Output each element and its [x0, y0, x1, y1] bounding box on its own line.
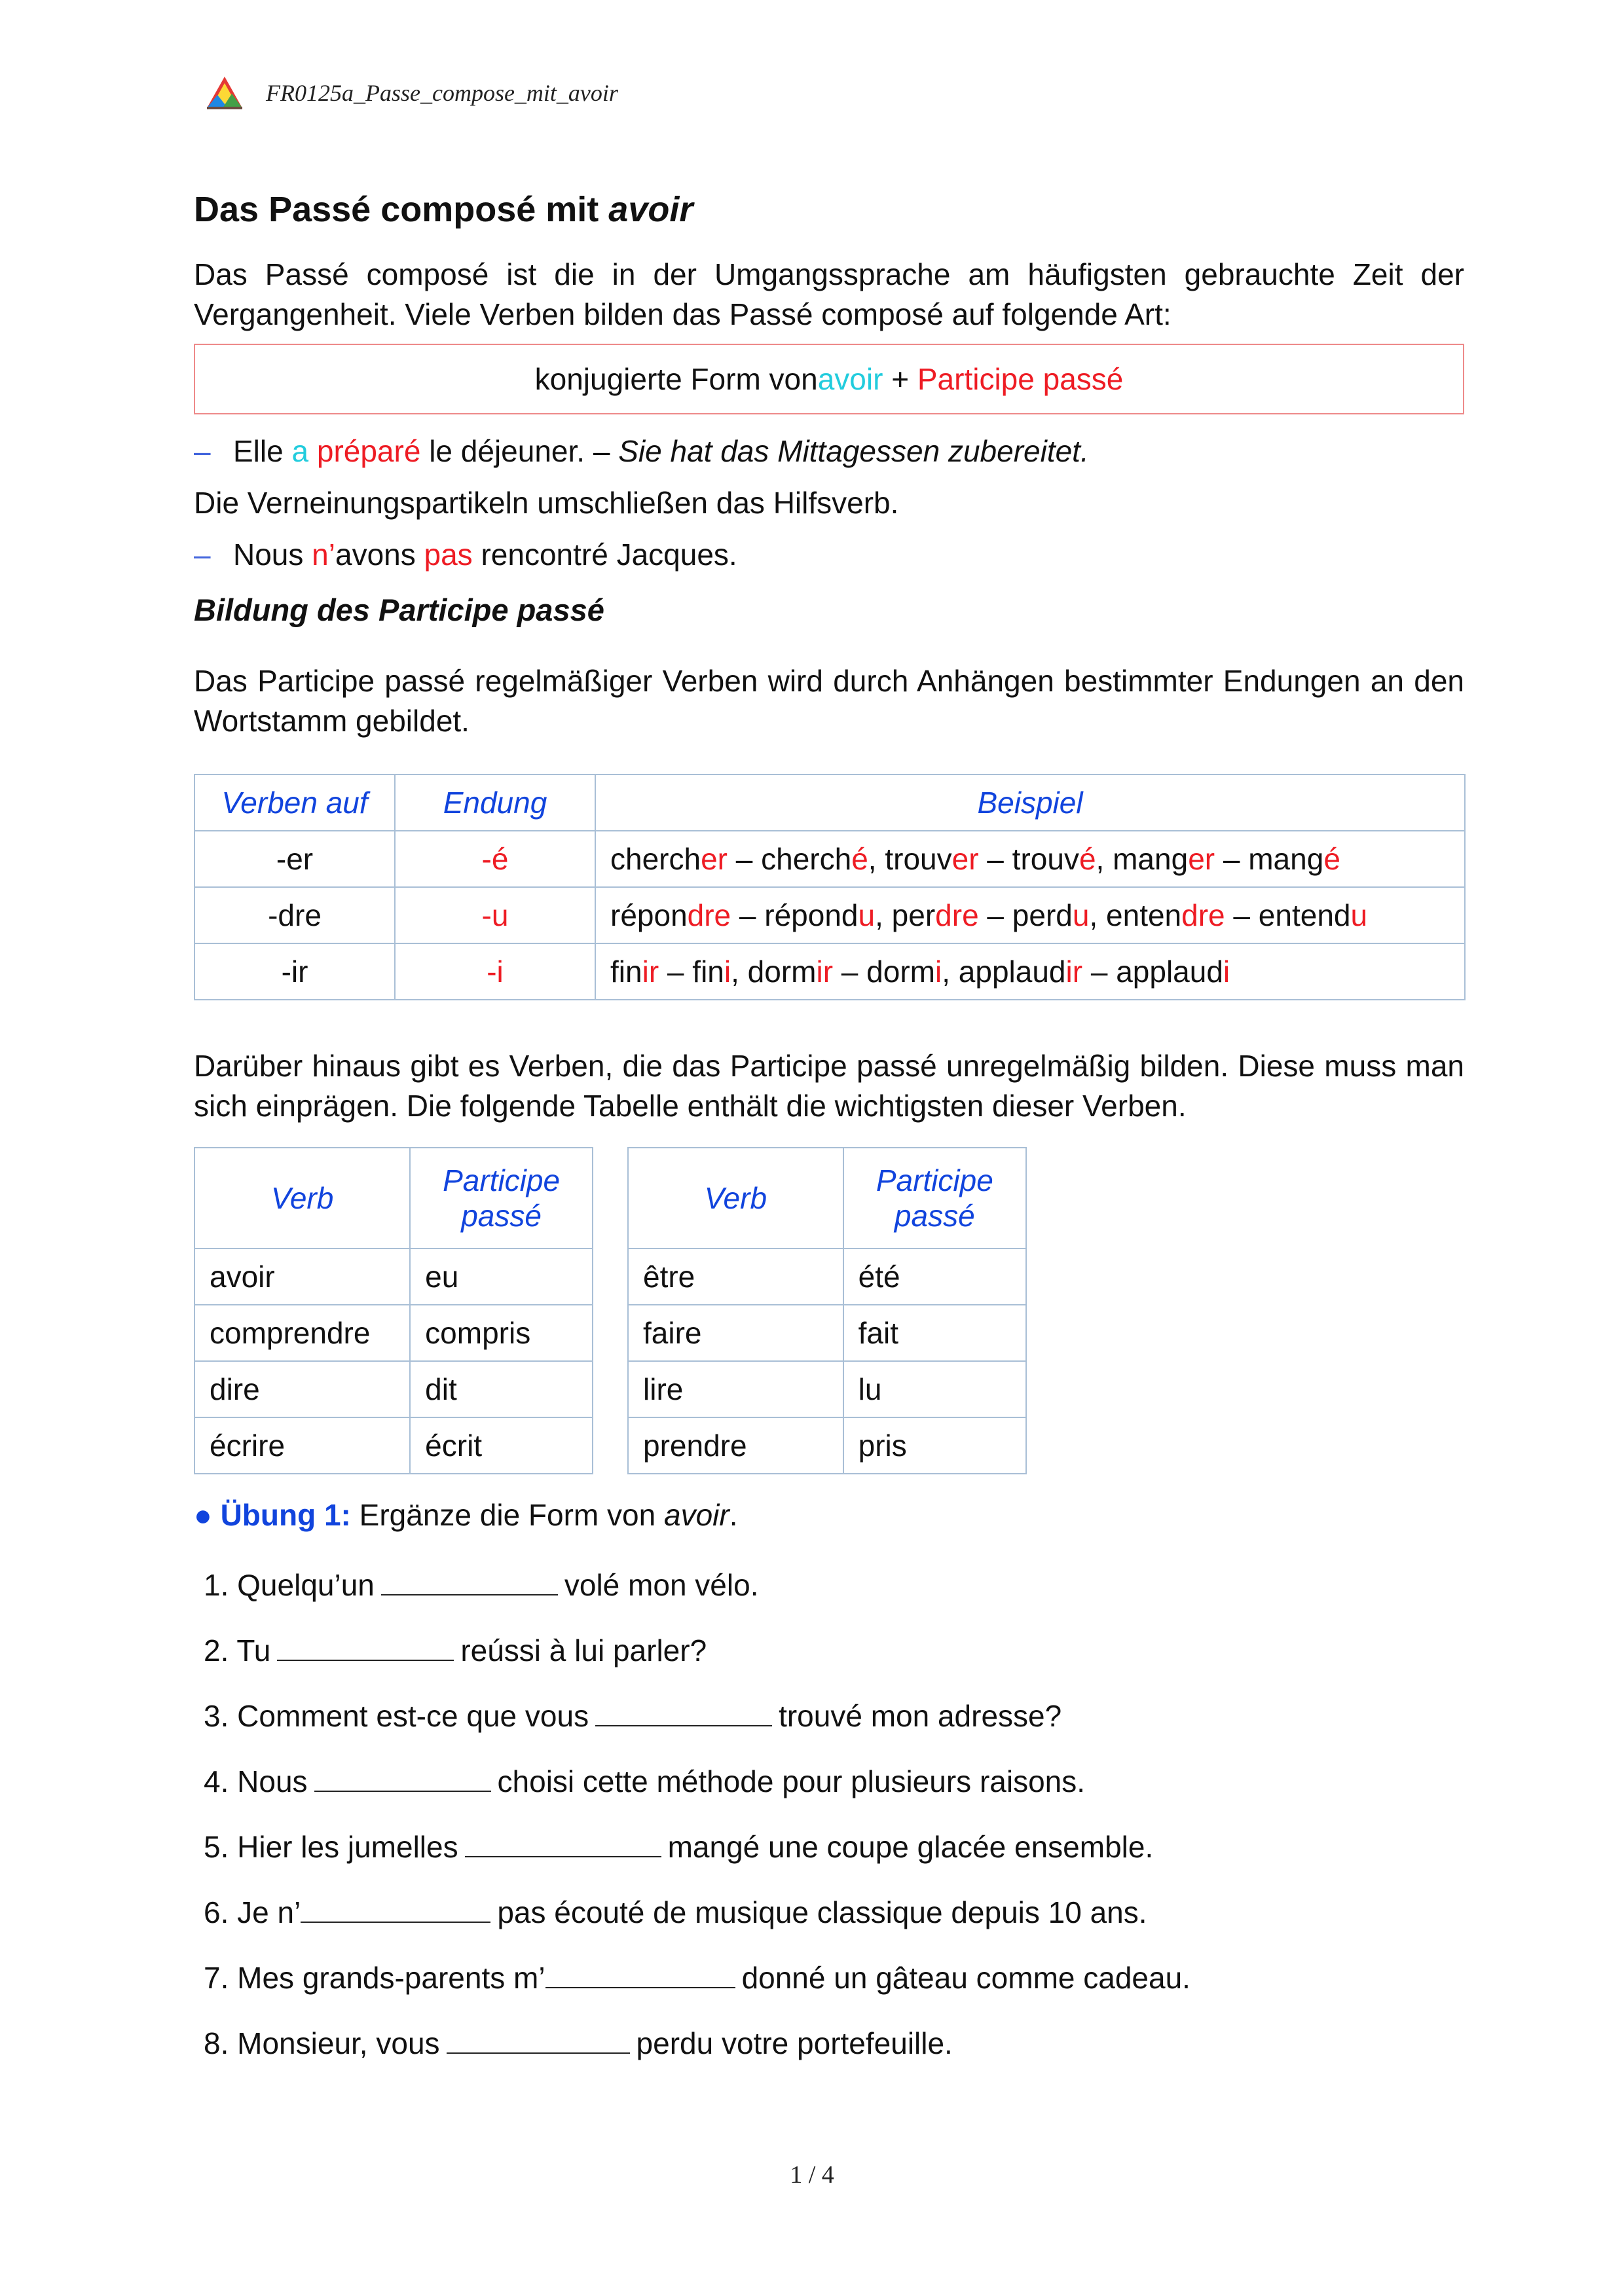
exercise-heading: ● Übung 1: Ergänze die Form von avoir. [194, 1498, 738, 1532]
table-row: lire lu [628, 1361, 1026, 1417]
irregular-table-right [627, 1147, 1027, 1474]
table-header-row: Verb Participe passé [194, 1148, 593, 1248]
bullet-icon: ● [194, 1498, 212, 1532]
table-header-row [194, 774, 1465, 831]
list-item: 2. Tu reússi à lui parler? [204, 1633, 707, 1667]
column-header: Beispiel [595, 774, 1465, 831]
formula-box: konjugierte Form von avoir + Participe passé [194, 344, 1464, 414]
table-row: dire dit [194, 1361, 593, 1417]
page-number: 1 / 4 [790, 2161, 834, 2189]
column-header: Verben auf [194, 774, 395, 831]
example-sentence: – Elle a préparé le déjeuner. – Sie hat das Mittagessen zubereitet. [194, 434, 1089, 468]
intro-paragraph: Das Passé composé ist die in der Umgangssprache am häufigsten gebrauchte Zeit der Vergangenheit. Viele Verben bilden das Passé composé auf folgende Art: [194, 257, 1464, 331]
table-row: avoir eu [194, 1248, 593, 1305]
list-item: 8. Monsieur, vous perdu votre portefeuille. [204, 2026, 953, 2060]
list-item: 6. Je n’ pas écouté de musique classique depuis 10 ans. [204, 1895, 1147, 1929]
answer-blank[interactable] [545, 1961, 735, 1988]
answer-blank[interactable] [314, 1764, 491, 1792]
table-row: comprendre compris [194, 1305, 593, 1361]
answer-blank[interactable] [447, 2026, 630, 2054]
table-row: écrire écrit [194, 1417, 593, 1474]
table-row: être été [628, 1248, 1026, 1305]
document-body [194, 180, 1464, 2076]
table-header-row: Verb Participe passé [628, 1148, 1026, 1248]
page-header [204, 73, 618, 113]
table-row: -dre -u répondre – répondu, perdre – perdu, entendre – entendu [194, 887, 1465, 943]
colorful-mountain-logo-icon [204, 75, 245, 111]
list-item: 3. Comment est-ce que vous trouvé mon adresse? [204, 1699, 1062, 1733]
answer-blank[interactable] [465, 1830, 661, 1857]
exercise-list [194, 1552, 1464, 2076]
negation-text: Die Verneinungspartikeln umschließen das Hilfsverb. [194, 486, 899, 520]
column-header: Endung [395, 774, 595, 831]
table-row: -er -é chercher – cherché, trouver – trouvé, manger – mangé [194, 831, 1465, 887]
list-item: 5. Hier les jumelles mangé une coupe glacée ensemble. [204, 1830, 1154, 1864]
answer-blank[interactable] [301, 1895, 490, 1923]
answer-blank[interactable] [595, 1699, 772, 1726]
table-row: faire fait [628, 1305, 1026, 1361]
table-row: -ir -i finir – fini, dormir – dormi, applaudir – applaudi [194, 943, 1465, 1000]
answer-blank[interactable] [277, 1633, 454, 1661]
irregular-paragraph: Darüber hinaus gibt es Verben, die das Participe passé unregelmäßig bilden. Diese muss man sich einprägen. Die folgende Tabelle enthält die wichtigsten dieser Verben. [194, 1049, 1464, 1123]
section-paragraph: Das Participe passé regelmäßiger Verben wird durch Anhängen bestimmter Endungen an den Wortstamm gebildet. [194, 664, 1464, 738]
list-item: 7. Mes grands-parents m’ donné un gâteau comme cadeau. [204, 1961, 1190, 1995]
table-row: prendre pris [628, 1417, 1026, 1474]
answer-blank[interactable] [381, 1568, 558, 1595]
irregular-verbs-tables [194, 1147, 1464, 1474]
irregular-table-left [194, 1147, 593, 1474]
regular-endings-table [194, 774, 1466, 1000]
negation-example: – Nous n’avons pas rencontré Jacques. [194, 538, 737, 572]
document-filename: FR0125a_Passe_compose_mit_avoir [266, 80, 618, 106]
list-item: 4. Nous choisi cette méthode pour plusieurs raisons. [204, 1764, 1086, 1798]
page-title: Das Passé composé mit avoir [194, 190, 693, 229]
list-item: 1. Quelqu’un volé mon vélo. [204, 1568, 759, 1602]
section-heading: Bildung des Participe passé [194, 592, 604, 627]
